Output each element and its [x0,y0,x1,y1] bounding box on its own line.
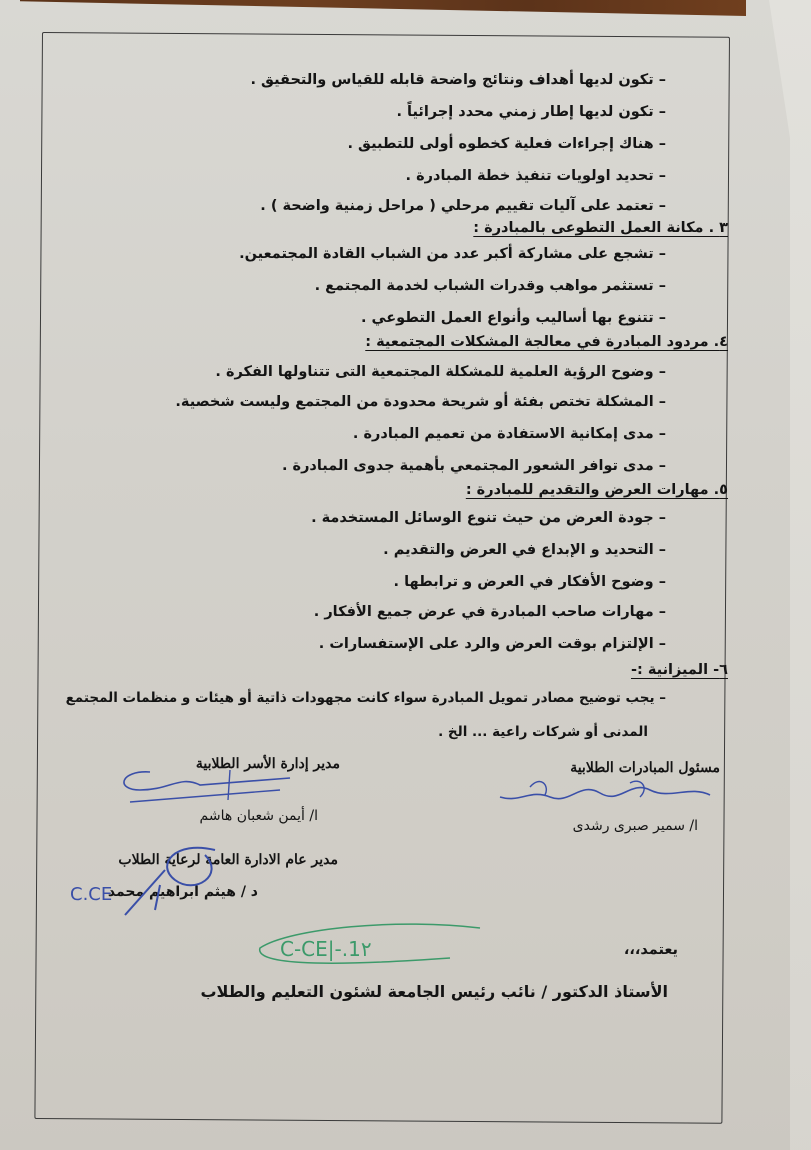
approval-label: يعتمد،،، [623,942,678,958]
section-3-heading: ٣ . مكانة العمل التطوعى بالمبادرة : [473,220,728,236]
general-director-name: د / هيثم ابراهيم محمد [107,884,258,900]
families-director-name: ا/ أيمن شعبان هاشم [199,808,318,824]
section-5-item: – الإلتزام بوقت العرض والرد على الإستفسارات . [319,636,666,652]
budget-text-line-2: المدنى أو شركات راعية ... الخ . [438,724,648,740]
general-director-title: مدير عام الادارة العامة لرعاية الطلاب [118,852,338,868]
criteria-item: – تعتمد على آليات تقييم مرحلي ( مراحل زمنية واضحة ) . [260,198,666,214]
handwritten-signature-ayman [110,760,310,810]
section-5-heading: ٥. مهارات العرض والتقديم للمبادرة : [465,482,728,498]
section-5-item: – جودة العرض من حيث تنوع الوسائل المستخدمة . [311,510,666,526]
section-5-item: – وضوح الأفكار في العرض و ترابطها . [394,574,666,590]
section-6-heading: ٦- الميزانية :- [631,662,728,678]
criteria-item: – تكون لديها أهداف ونتائج واضحة قابله للقياس والتحقيق . [251,72,667,88]
initiatives-officer-name: ا/ سمير صبرى رشدى [572,818,698,834]
paper-stack-edge [741,0,811,1150]
svg-text:C-CE|-.1٢: C-CE|-.1٢ [280,937,372,961]
section-3-item: – تتنوع بها أساليب وأنواع العمل التطوعي . [361,310,666,326]
section-5-item: – مهارات صاحب المبادرة في عرض جميع الأفكار . [314,604,666,620]
approval-signatory: الأستاذ الدكتور / نائب رئيس الجامعة لشئون التعليم والطلاب [200,982,668,1001]
handwritten-signature-haitham [65,840,245,920]
criteria-item: – تكون لديها إطار زمني محدد إجرائياً . [396,104,666,120]
initiatives-officer-title: مسئول المبادرات الطلابية [570,760,720,776]
section-4-item: – مدى إمكانية الاستفادة من تعميم المبادرة . [353,426,666,442]
budget-text-line-1: – يجب توضيح مصادر تمويل المبادرة سواء كانت مجهودات ذاتية أو هيئات و منظمات المجتمع [66,690,666,706]
section-4-heading: ٤. مردود المبادرة في معالجة المشكلات المجتمعية : [365,334,728,350]
section-3-item: – تستثمر مواهب وقدرات الشباب لخدمة المجتمع . [315,278,666,294]
section-4-item: – المشكلة تختص بفئة أو شريحة محدودة من المجتمع وليست شخصية. [175,394,666,410]
criteria-item: – هناك إجراءات فعلية كخطوه أولى للتطبيق . [347,136,666,152]
wooden-table-edge [20,0,746,16]
section-5-item: – التحديد و الإبداع في العرض والتقديم . [383,542,666,558]
section-3-item: – تشجع على مشاركة أكبر عدد من الشباب القادة المجتمعين. [239,246,666,262]
handwritten-approval-date [250,918,490,978]
handwritten-signature-samir [490,775,720,820]
handwritten-year: C.CE [70,884,113,905]
section-4-item: – مدى توافر الشعور المجتمعي بأهمية جدوى المبادرة . [282,458,666,474]
families-director-title: مدير إدارة الأسر الطلابية [195,756,340,772]
section-4-item: – وضوح الرؤية العلمية للمشكلة المجتمعية التى تتناولها الفكرة . [215,364,666,380]
criteria-item: – تحديد اولويات تنفيذ خطة المبادرة . [406,168,666,184]
